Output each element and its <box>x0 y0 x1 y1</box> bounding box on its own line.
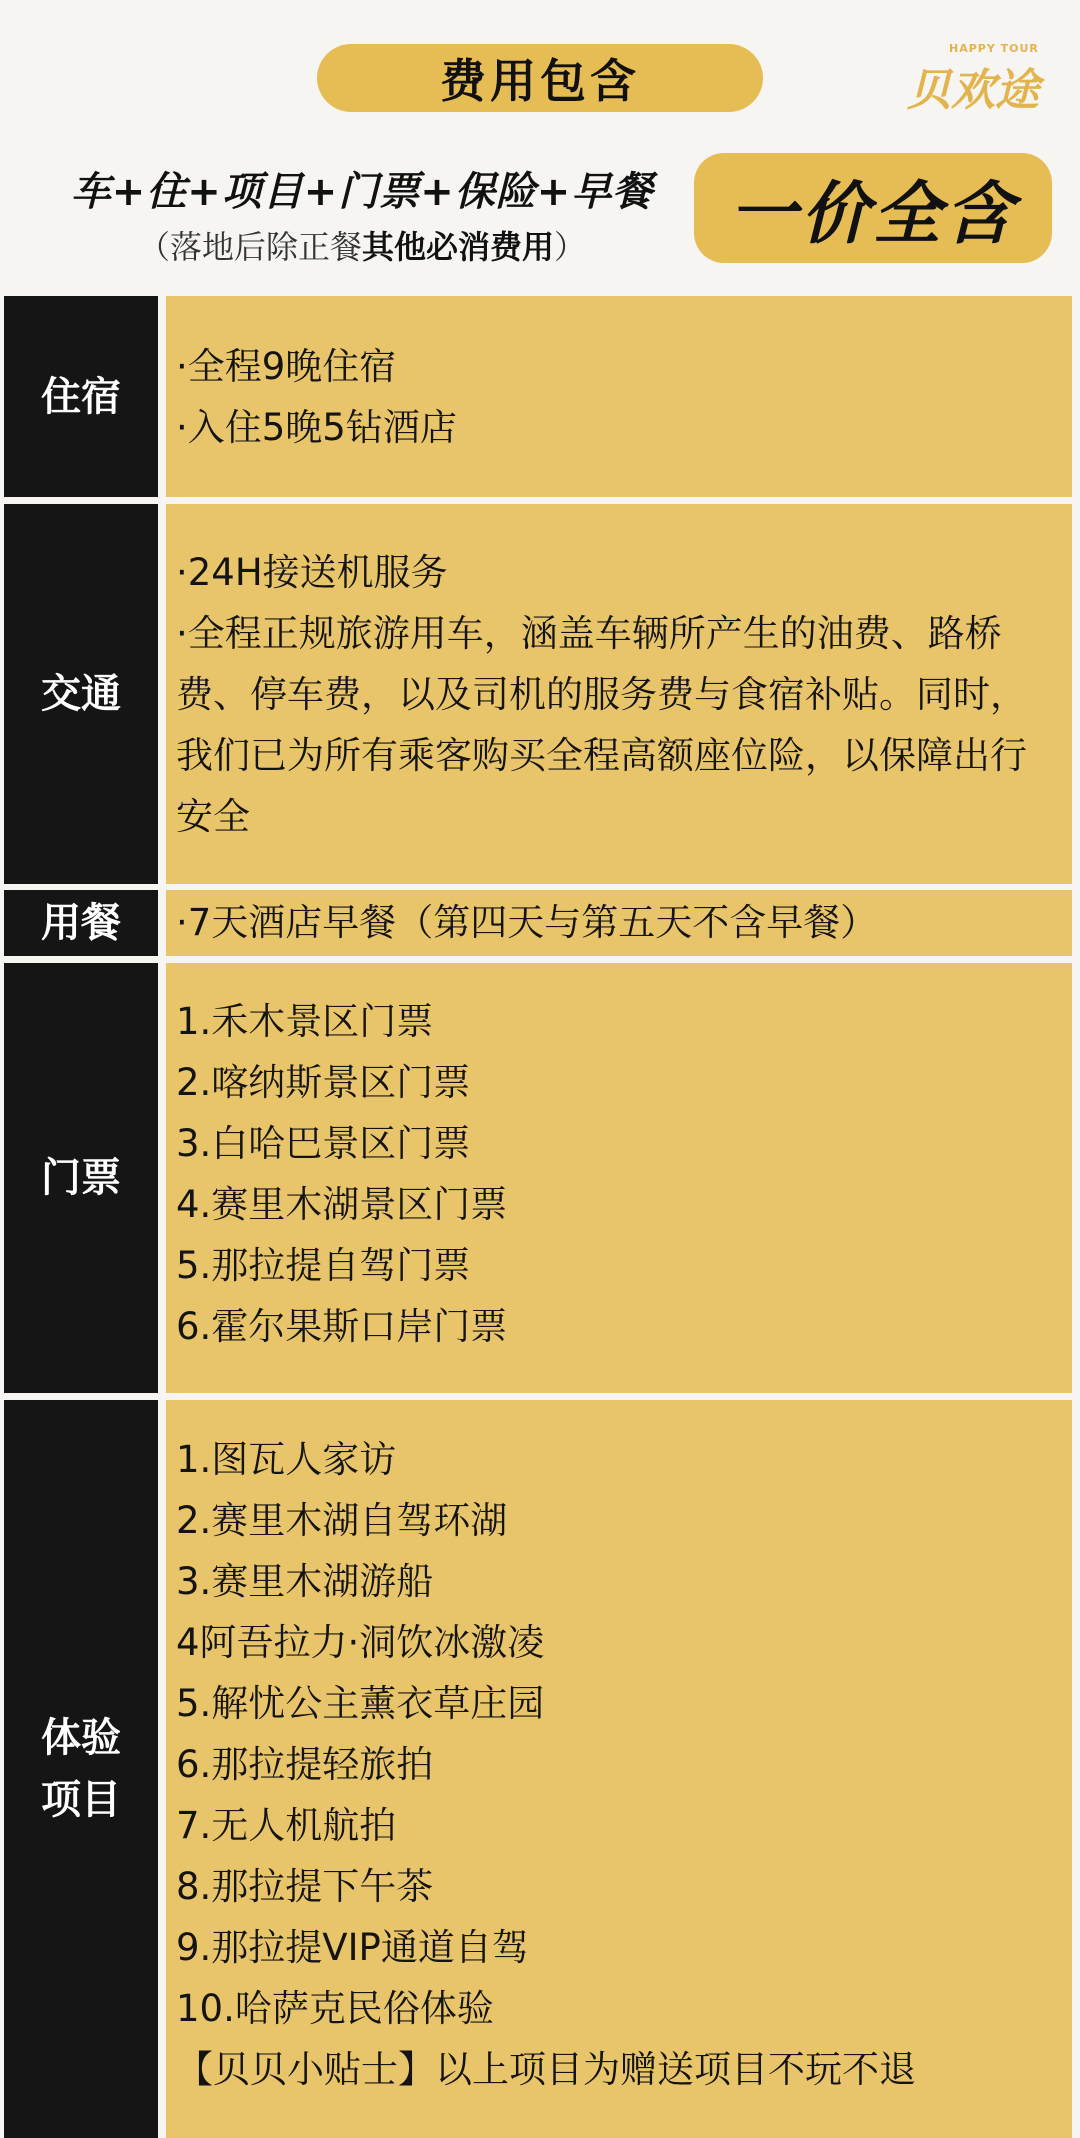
row-label-tickets: 门票 <box>4 963 158 1393</box>
list-item: 2.喀纳斯景区门票 <box>176 1061 471 1104</box>
note-prefix: （落地后除正餐 <box>137 228 362 266</box>
list-item: 3.白哈巴景区门票 <box>176 1122 471 1165</box>
row-content-experiences <box>166 1400 1072 2138</box>
list-item: 4.赛里木湖景区门票 <box>176 1183 508 1226</box>
list-item: ·7天酒店早餐（第四天与第五天不含早餐） <box>176 901 878 944</box>
page-title: 费用包含 <box>317 44 763 112</box>
all-inclusive-badge: 一价全含 <box>694 153 1052 263</box>
row-label-transport: 交通 <box>4 504 158 884</box>
row-content-accommodation <box>166 296 1072 497</box>
list-item: 1.禾木景区门票 <box>176 1000 434 1043</box>
table-row-experiences <box>4 1400 1072 2138</box>
list-item: 7.无人机航拍 <box>176 1804 397 1847</box>
list-item: 【贝贝小贴士】以上项目为赠送项目不玩不退 <box>176 2048 916 2091</box>
list-item: 4阿吾拉力·洞饮冰激凌 <box>176 1621 545 1664</box>
table-row-accommodation <box>4 296 1072 497</box>
list-item: 8.那拉提下午茶 <box>176 1865 434 1908</box>
list-item: 5.解忧公主薰衣草庄园 <box>176 1682 545 1725</box>
label-line: 体验 <box>41 1715 121 1761</box>
list-item: 2.赛里木湖自驾环湖 <box>176 1499 508 1542</box>
table-row-transport <box>4 504 1072 884</box>
list-item: 3.赛里木湖游船 <box>176 1560 434 1603</box>
package-components: 车+住+项目+门票+保险+早餐 <box>70 169 654 215</box>
package-note <box>52 222 672 268</box>
brand-logo <box>905 38 1045 116</box>
row-label-meals: 用餐 <box>4 890 158 956</box>
label-line: 项目 <box>41 1777 121 1823</box>
list-item: ·入住5晚5钻酒店 <box>176 406 457 449</box>
row-content-meals <box>166 890 1072 956</box>
list-item: 10.哈萨克民俗体验 <box>176 1987 494 2030</box>
row-label-accommodation: 住宿 <box>4 296 158 497</box>
list-item: 6.霍尔果斯口岸门票 <box>176 1305 508 1348</box>
logo-wordmark: 贝欢途 <box>907 65 1039 116</box>
row-content-tickets <box>166 963 1072 1393</box>
list-item: 9.那拉提VIP通道自驾 <box>176 1926 529 1969</box>
list-item: 5.那拉提自驾门票 <box>176 1244 471 1287</box>
list-item: ·全程正规旅游用车，涵盖车辆所产生的油费、路桥费、停车费，以及司机的服务费与食宿补贴。同时，我们已为所有乘客购买全程高额座位险，以保障出行安全 <box>176 612 1027 838</box>
list-item: ·24H接送机服务 <box>176 551 448 594</box>
list-item: ·全程9晚住宿 <box>176 345 397 388</box>
row-label-experiences <box>4 1400 158 2138</box>
note-suffix: ） <box>554 228 587 266</box>
list-item: 1.图瓦人家访 <box>176 1438 397 1481</box>
table-row-tickets <box>4 963 1072 1393</box>
table-row-meals <box>4 890 1072 956</box>
list-item: 6.那拉提轻旅拍 <box>176 1743 434 1786</box>
row-content-transport <box>166 504 1072 884</box>
note-bold: 其他必消费用 <box>361 228 554 266</box>
logo-tagline: HAPPY TOUR <box>949 42 1039 55</box>
